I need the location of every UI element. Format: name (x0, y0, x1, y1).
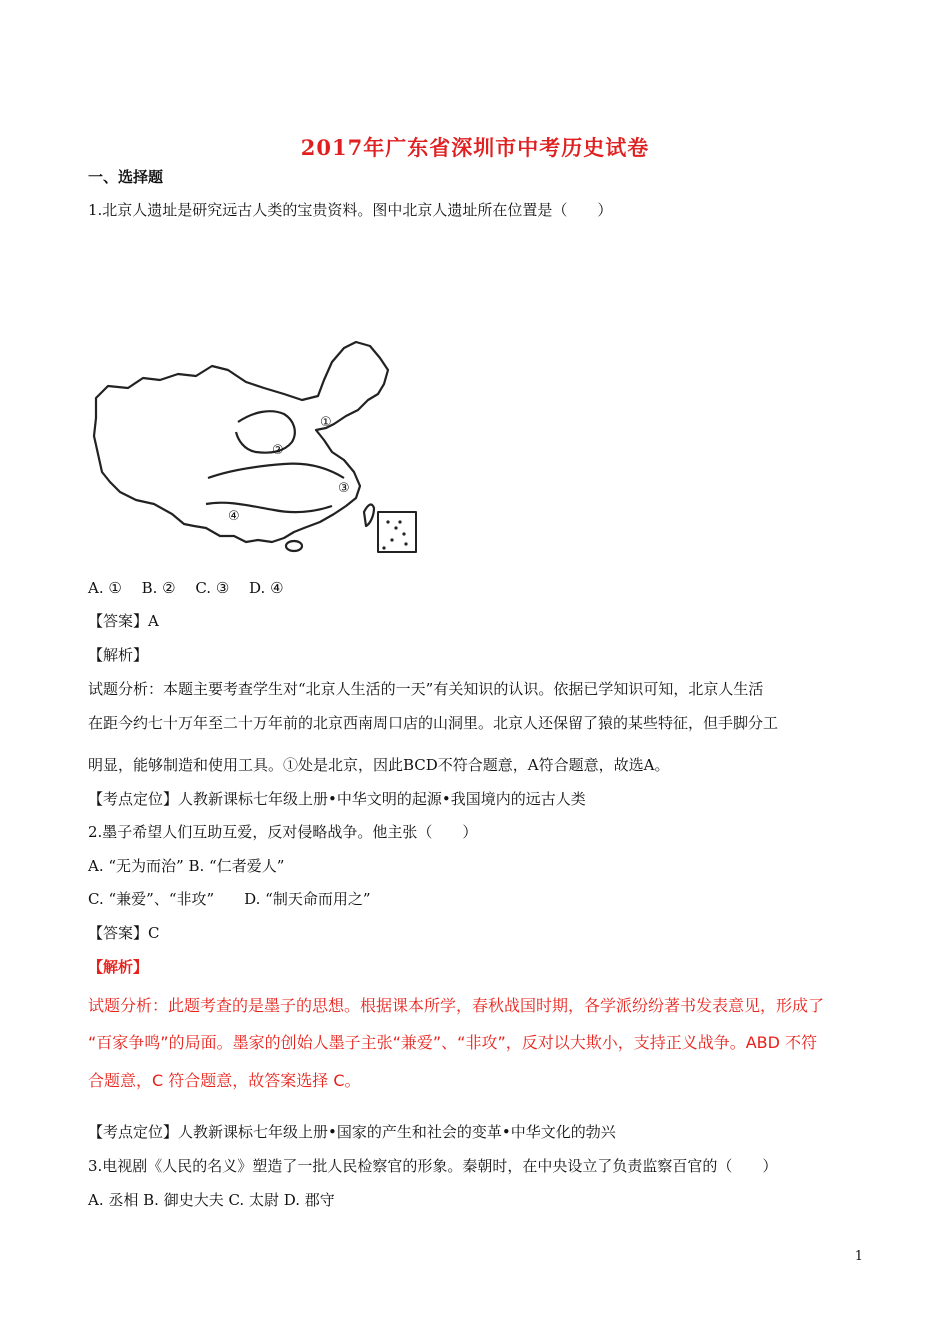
china-map-figure (88, 336, 428, 556)
hainan-island (286, 541, 302, 551)
q2-analysis-line: “百家争鸣”的局面。墨家的创始人墨子主张“兼爱”、“非攻”，反对以大欺小，支持正义战争。ABD 不符 (88, 1033, 818, 1052)
q2-options-line1: A. “无为而治” B. “仁者爱人” (88, 857, 285, 875)
q1-options: A. ① B. ② C. ③ D. ④ (88, 579, 284, 597)
section-heading: 一、选择题 (88, 168, 164, 186)
q1-analysis-line: 试题分析：本题主要考查学生对“北京人生活的一天”有关知识的认识。依据已学知识可知，北京人生活 (88, 680, 764, 698)
map-marker-3: ③ (338, 481, 350, 496)
q2-options-line2: C. “兼爱”、“非攻” D. “制天命而用之” (88, 890, 371, 908)
taiwan-island (364, 505, 374, 526)
q1-analysis-line: 明显，能够制造和使用工具。①处是北京，因此BCD不符合题意，A符合题意，故选A。 (88, 756, 670, 774)
region-boundary (236, 411, 295, 453)
q3-stem: 3.电视剧《人民的名义》塑造了一批人民检察官的形象。秦朝时，在中央设立了负责监察百官的（ ） (88, 1157, 778, 1175)
page-title: 2017年广东省深圳市中考历史试卷 (300, 135, 650, 160)
river-line-2 (206, 503, 332, 512)
q1-analysis-label: 【解析】 (88, 646, 149, 664)
q1-stem: 1.北京人遗址是研究远古人类的宝贵资料。图中北京人遗址所在位置是（ ） (88, 201, 613, 219)
q2-analysis-line: 试题分析：此题考查的是墨子的思想。根据课本所学，春秋战国时期，各学派纷纷著书发表意见，形成了 (88, 996, 825, 1015)
south-sea-inset (378, 512, 416, 552)
river-line (208, 464, 344, 478)
q2-analysis-line: 合题意，C 符合题意，故答案选择 C。 (88, 1071, 361, 1090)
q2-point: 【考点定位】人教新课标七年级上册•国家的产生和社会的变革•中华文化的勃兴 (88, 1123, 616, 1141)
q1-analysis-line: 在距今约七十万年至二十万年前的北京西南周口店的山洞里。北京人还保留了猿的某些特征，但手脚分工 (88, 714, 779, 732)
page-number: 1 (854, 1249, 863, 1264)
q2-analysis-label: 【解析】 (88, 958, 149, 976)
map-marker-2: ② (272, 443, 284, 458)
q3-options: A. 丞相 B. 御史大夫 C. 太尉 D. 郡守 (88, 1191, 335, 1209)
q1-point: 【考点定位】人教新课标七年级上册•中华文明的起源•我国境内的远古人类 (88, 790, 586, 808)
q1-answer: 【答案】A (88, 612, 159, 630)
q2-stem: 2.墨子希望人们互助互爱，反对侵略战争。他主张（ ） (88, 823, 478, 841)
map-marker-4: ④ (228, 509, 240, 524)
q2-answer: 【答案】C (88, 924, 160, 942)
map-marker-1: ① (320, 415, 332, 430)
